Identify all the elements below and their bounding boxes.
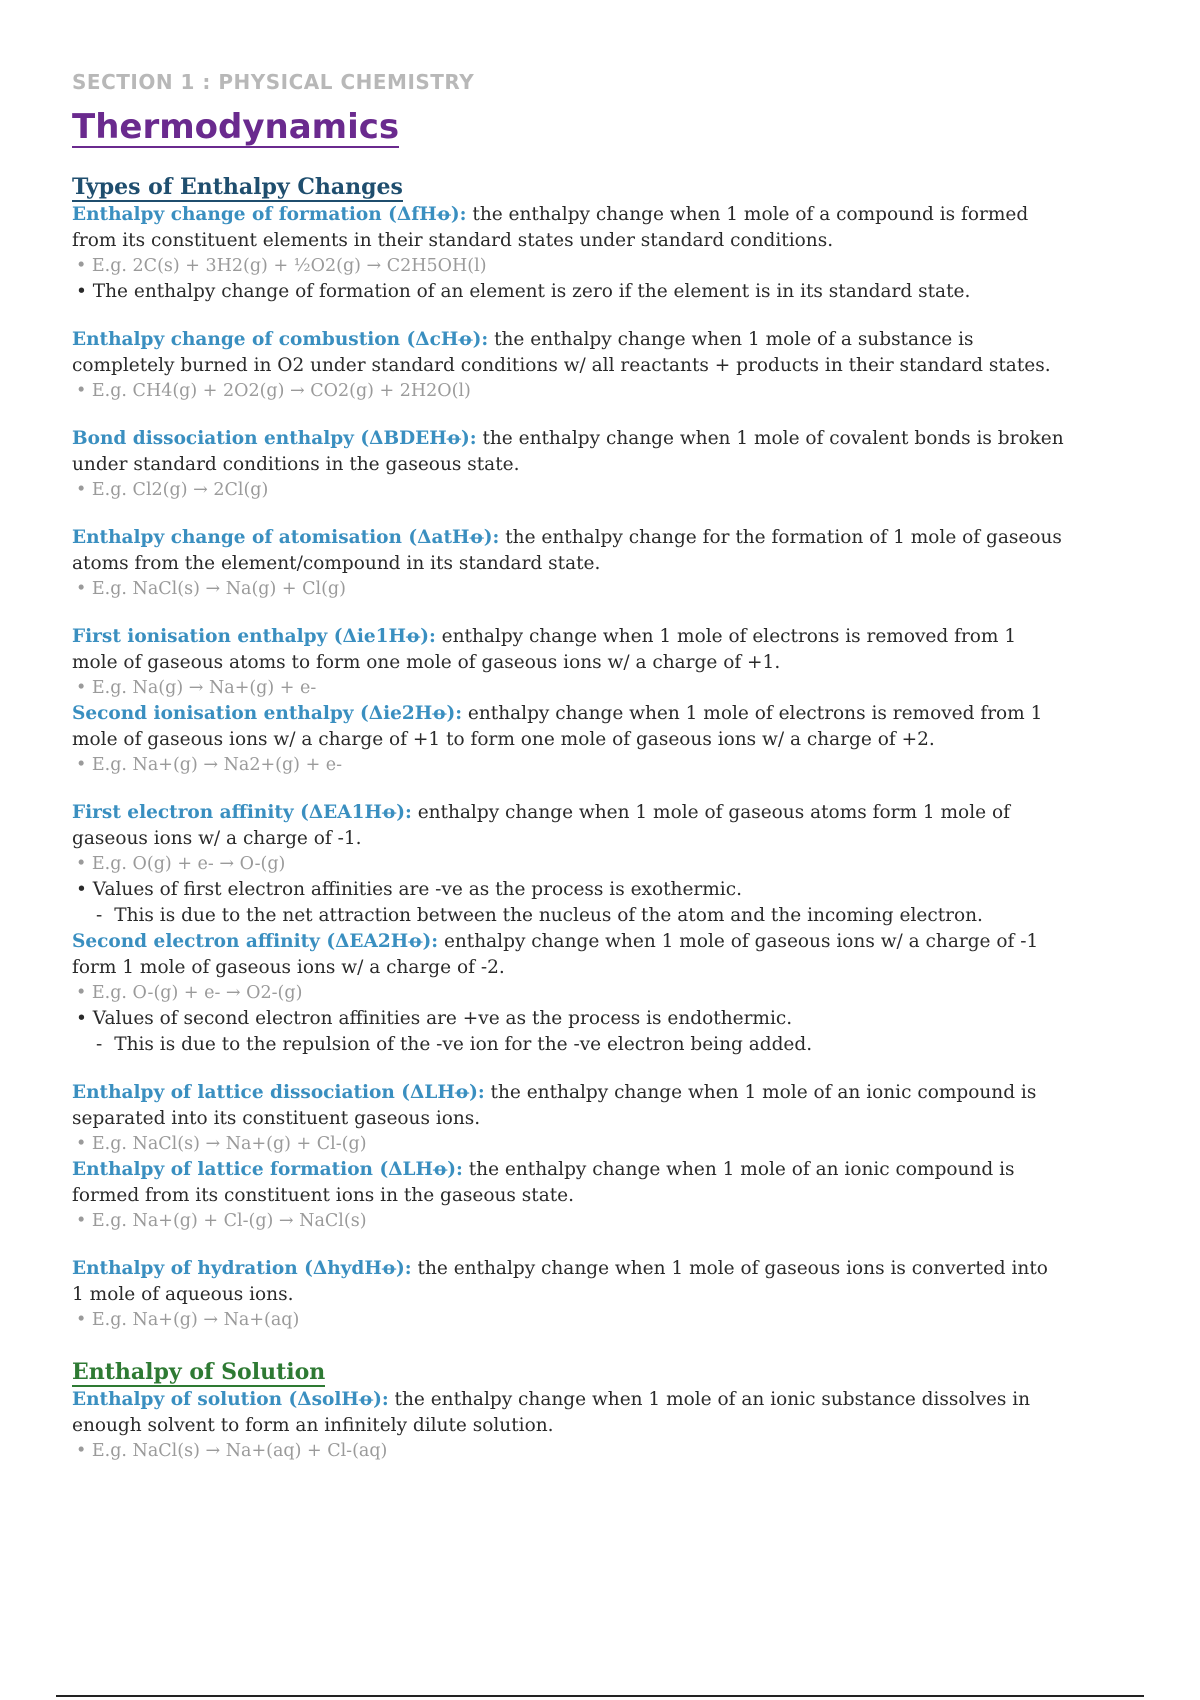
subnote-second-electron-affinity: - This is due to the repulsion of the -ve ion for the -ve electron being added. [72, 1032, 1172, 1058]
def-second-electron-affinity: Second electron affinity (ΔEA2Hꝋ): enthalpy change when 1 mole of gaseous ions w/ a charge of -1 form 1 mole of gaseous ions w/ a charge of -2. [72, 931, 1039, 978]
subnote-first-electron-affinity: - This is due to the net attraction between the nucleus of the atom and the incoming electron. [72, 903, 1172, 929]
def-atomisation: Enthalpy change of atomisation (ΔatHꝋ): the enthalpy change for the formation of 1 mole of gaseous atoms from the element/compound in its standard state. [72, 527, 1062, 574]
heading-enthalpy-of-solution: Enthalpy of Solution [72, 1359, 326, 1385]
term-bond-dissociation: Bond dissociation enthalpy (ΔBDEHꝋ): [72, 428, 477, 449]
term-lattice-dissociation: Enthalpy of lattice dissociation (ΔLHꝋ): [72, 1082, 485, 1103]
note-second-electron-affinity: • Values of second electron affinities are +ve as the process is endothermic. [76, 1008, 793, 1029]
example-atomisation: • E.g. NaCl(s) → Na(g) + Cl(g) [76, 579, 346, 599]
note-formation: • The enthalpy change of formation of an element is zero if the element is in its standard state. [76, 281, 971, 302]
note-first-electron-affinity: • Values of first electron affinities are -ve as the process is exothermic. [76, 879, 742, 900]
example-second-ionisation: • E.g. Na+(g) → Na2+(g) + e- [76, 755, 343, 775]
example-solution: • E.g. NaCl(s) → Na+(aq) + Cl-(aq) [76, 1441, 388, 1461]
def-formation: Enthalpy change of formation (ΔfHꝋ): the enthalpy change when 1 mole of a compound is formed from its constituent elements in their standard states under standard conditions. [72, 204, 1029, 251]
term-second-electron-affinity: Second electron affinity (ΔEA2Hꝋ): [72, 931, 439, 952]
term-second-ionisation: Second ionisation enthalpy (Δie2Hꝋ): [72, 703, 463, 724]
example-lattice-dissociation: • E.g. NaCl(s) → Na+(g) + Cl-(g) [76, 1134, 367, 1154]
def-first-ionisation: First ionisation enthalpy (Δie1Hꝋ): enthalpy change when 1 mole of electrons is removed from 1 mole of gaseous atoms to form one mole of gaseous ions w/ a charge of +1. [72, 626, 1017, 673]
example-combustion: • E.g. CH4(g) + 2O2(g) → CO2(g) + 2H2O(l) [76, 381, 471, 401]
def-first-electron-affinity: First electron affinity (ΔEA1Hꝋ): enthalpy change when 1 mole of gaseous atoms form 1 mole of gaseous ions w/ a charge of -1. [72, 802, 1010, 849]
def-bond-dissociation: Bond dissociation enthalpy (ΔBDEHꝋ): the enthalpy change when 1 mole of covalent bonds is broken under standard conditions in the gaseous state. [72, 428, 1064, 475]
page-title: Thermodynamics [72, 107, 400, 147]
example-first-ionisation: • E.g. Na(g) → Na+(g) + e- [76, 678, 317, 698]
def-hydration: Enthalpy of hydration (ΔhydHꝋ): the enthalpy change when 1 mole of gaseous ions is converted into 1 mole of aqueous ions. [72, 1258, 1048, 1305]
term-atomisation: Enthalpy change of atomisation (ΔatHꝋ): [72, 527, 500, 548]
example-formation: • E.g. 2C(s) + 3H2(g) + ½O2(g) → C2H5OH(l) [76, 256, 487, 276]
term-solution: Enthalpy of solution (ΔsolHꝋ): [72, 1389, 389, 1410]
def-lattice-dissociation: Enthalpy of lattice dissociation (ΔLHꝋ): the enthalpy change when 1 mole of an ionic compound is separated into its constituent gaseous ions. [72, 1082, 1037, 1129]
def-combustion: Enthalpy change of combustion (ΔcHꝋ): the enthalpy change when 1 mole of a substance is completely burned in O2 under standard conditions w/ all reactants + products in their standard states. [72, 329, 1051, 376]
term-first-electron-affinity: First electron affinity (ΔEA1Hꝋ): [72, 802, 412, 823]
def-solution: Enthalpy of solution (ΔsolHꝋ): the enthalpy change when 1 mole of an ionic substance dissolves in enough solvent to form an infinitely dilute solution. [72, 1389, 1031, 1436]
def-lattice-formation: Enthalpy of lattice formation (ΔLHꝋ): the enthalpy change when 1 mole of an ionic compound is formed from its constituent ions in the gaseous state. [72, 1159, 1015, 1206]
term-formation: Enthalpy change of formation (ΔfHꝋ): [72, 204, 467, 225]
section-label: SECTION 1 : PHYSICAL CHEMISTRY [72, 70, 475, 94]
heading-types-of-enthalpy-changes: Types of Enthalpy Changes [72, 174, 403, 200]
term-hydration: Enthalpy of hydration (ΔhydHꝋ): [72, 1258, 412, 1279]
example-second-electron-affinity: • E.g. O-(g) + e- → O2-(g) [76, 983, 303, 1003]
example-bond-dissociation: • E.g. Cl2(g) → 2Cl(g) [76, 480, 269, 500]
term-combustion: Enthalpy change of combustion (ΔcHꝋ): [72, 329, 489, 350]
example-hydration: • E.g. Na+(g) → Na+(aq) [76, 1310, 300, 1330]
example-lattice-formation: • E.g. Na+(g) + Cl-(g) → NaCl(s) [76, 1211, 367, 1231]
term-first-ionisation: First ionisation enthalpy (Δie1Hꝋ): [72, 626, 436, 647]
notes-page [72, 70, 1172, 1464]
def-second-ionisation: Second ionisation enthalpy (Δie2Hꝋ): enthalpy change when 1 mole of electrons is removed from 1 mole of gaseous ions w/ a charge of +1 to form one mole of gaseous ions w/ a charge of +2. [72, 703, 1043, 750]
term-lattice-formation: Enthalpy of lattice formation (ΔLHꝋ): [72, 1159, 463, 1180]
example-first-electron-affinity: • E.g. O(g) + e- → O-(g) [76, 854, 286, 874]
bottom-divider [56, 1695, 1144, 1697]
